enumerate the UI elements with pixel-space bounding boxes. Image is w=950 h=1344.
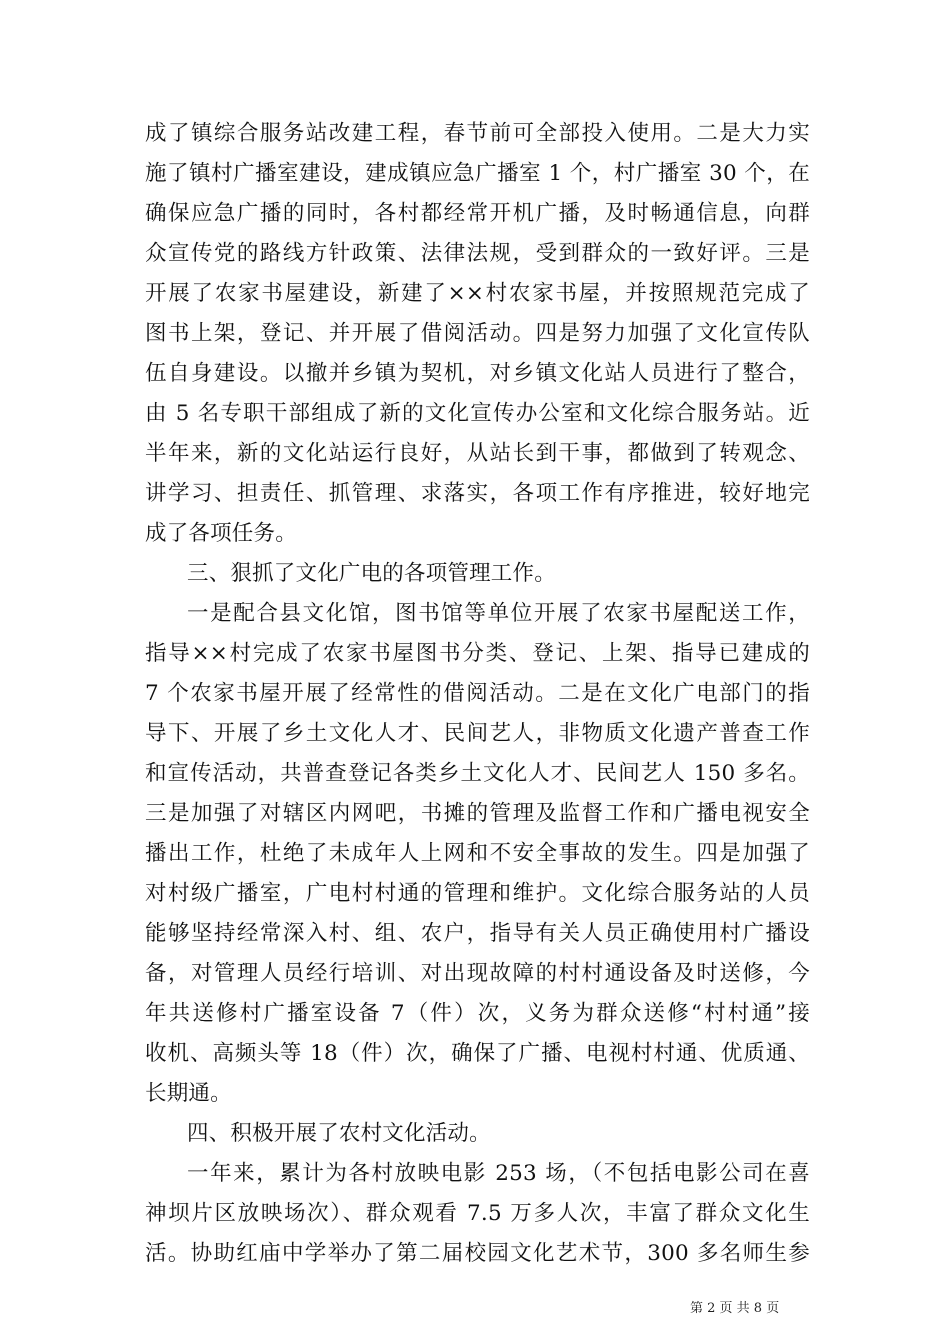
text-line: 备，对管理人员经行培训、对出现故障的村村通设备及时送修，今 [145, 961, 810, 986]
text-line: 和宣传活动，共普查登记各类乡土文化人才、民间艺人 150 多名。 [145, 761, 810, 786]
text-line: 活。协助红庙中学举办了第二届校园文化艺术节，300 多名师生参 [145, 1241, 810, 1266]
text-line: 能够坚持经常深入村、组、农户，指导有关人员正确使用村广播设 [145, 921, 810, 946]
text-line: 年共送修村广播室设备 7（件）次，义务为群众送修“村村通”接 [145, 1001, 810, 1026]
text-line: 确保应急广播的同时，各村都经常开机广播，及时畅通信息，向群 [145, 201, 810, 226]
text-line: 指导××村完成了农家书屋图书分类、登记、上架、指导已建成的 [145, 641, 810, 666]
text-line: 成了镇综合服务站改建工程，春节前可全部投入使用。二是大力实 [145, 121, 810, 146]
text-line: 对村级广播室，广电村村通的管理和维护。文化综合服务站的人员 [145, 881, 810, 906]
text-line: 一是配合县文化馆，图书馆等单位开展了农家书屋配送工作， [187, 601, 810, 626]
text-line: 收机、高频头等 18（件）次，确保了广播、电视村村通、优质通、 [145, 1041, 810, 1066]
section-heading-4: 四、积极开展了农村文化活动。 [187, 1121, 491, 1146]
text-line: 图书上架，登记、并开展了借阅活动。四是努力加强了文化宣传队 [145, 321, 810, 346]
text-line: 伍自身建设。以撤并乡镇为契机，对乡镇文化站人员进行了整合， [145, 361, 810, 386]
text-line: 播出工作，杜绝了未成年人上网和不安全事故的发生。四是加强了 [145, 841, 810, 866]
text-line: 施了镇村广播室建设，建成镇应急广播室 1 个，村广播室 30 个，在 [145, 161, 810, 186]
section-heading-3: 三、狠抓了文化广电的各项管理工作。 [187, 561, 556, 586]
text-line: 众宣传党的路线方针政策、法律法规，受到群众的一致好评。三是 [145, 241, 810, 266]
text-line: 一年来，累计为各村放映电影 253 场，（不包括电影公司在喜 [187, 1161, 810, 1186]
text-line: 导下、开展了乡土文化人才、民间艺人，非物质文化遗产普查工作 [145, 721, 810, 746]
text-line: 由 5 名专职干部组成了新的文化宣传办公室和文化综合服务站。近 [145, 401, 810, 426]
text-line: 7 个农家书屋开展了经常性的借阅活动。二是在文化广电部门的指 [145, 681, 810, 706]
text-line: 成了各项任务。 [145, 521, 297, 546]
text-line: 半年来，新的文化站运行良好，从站长到干事，都做到了转观念、 [145, 441, 810, 466]
page-number: 第 2 页 共 8 页 [690, 1301, 780, 1316]
text-line: 神坝片区放映场次）、群众观看 7.5 万多人次，丰富了群众文化生 [145, 1201, 810, 1226]
text-line: 三是加强了对辖区内网吧，书摊的管理及监督工作和广播电视安全 [145, 801, 810, 826]
text-line: 讲学习、担责任、抓管理、求落实，各项工作有序推进，较好地完 [145, 481, 810, 506]
text-line: 开展了农家书屋建设，新建了××村农家书屋，并按照规范完成了 [145, 281, 810, 306]
text-line: 长期通。 [145, 1081, 232, 1106]
